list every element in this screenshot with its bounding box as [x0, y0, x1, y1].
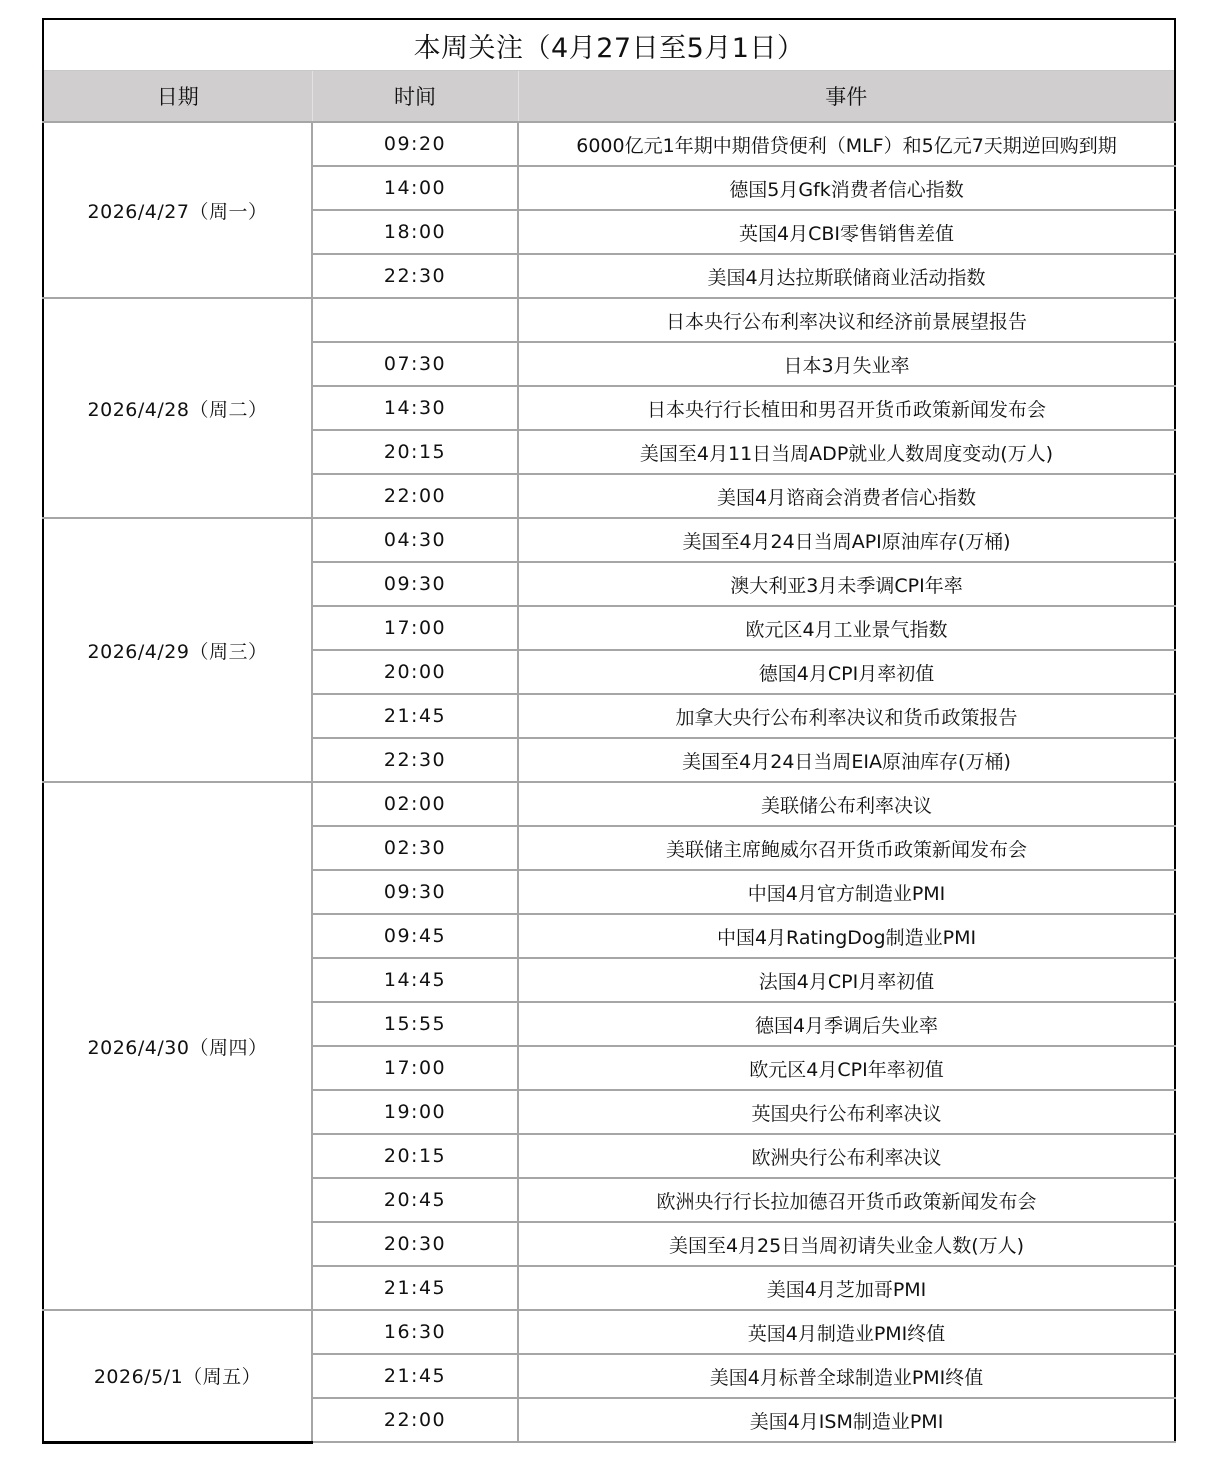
- event-cell: 欧元区4月CPI年率初值: [518, 1046, 1175, 1090]
- time-cell: 22:30: [312, 254, 518, 298]
- event-cell: 美国4月谘商会消费者信心指数: [518, 474, 1175, 518]
- time-cell: 14:45: [312, 958, 518, 1002]
- event-cell: 澳大利亚3月未季调CPI年率: [518, 562, 1175, 606]
- event-cell: 德国4月CPI月率初值: [518, 650, 1175, 694]
- column-header-event: 事件: [518, 71, 1175, 123]
- event-cell: 美国4月达拉斯联储商业活动指数: [518, 254, 1175, 298]
- time-cell: 04:30: [312, 518, 518, 562]
- title-row: [43, 19, 1175, 71]
- event-cell: 欧洲央行公布利率决议: [518, 1134, 1175, 1178]
- column-header-time: 时间: [312, 71, 518, 123]
- time-cell: 21:45: [312, 1266, 518, 1310]
- event-cell: 美国至4月11日当周ADP就业人数周度变动(万人): [518, 430, 1175, 474]
- date-cell: 2026/4/28（周二）: [43, 298, 312, 518]
- time-cell: 09:30: [312, 562, 518, 606]
- time-cell: 16:30: [312, 1310, 518, 1354]
- date-cell: 2026/4/30（周四）: [43, 782, 312, 1310]
- date-cell: 2026/4/29（周三）: [43, 518, 312, 782]
- event-cell: 加拿大央行公布利率决议和货币政策报告: [518, 694, 1175, 738]
- event-cell: 美国4月芝加哥PMI: [518, 1266, 1175, 1310]
- event-cell: 英国央行公布利率决议: [518, 1090, 1175, 1134]
- time-cell: 21:45: [312, 1354, 518, 1398]
- event-cell: 美国4月ISM制造业PMI: [518, 1398, 1175, 1442]
- event-cell: 中国4月官方制造业PMI: [518, 870, 1175, 914]
- time-cell: 20:15: [312, 1134, 518, 1178]
- header-row: [43, 71, 1175, 123]
- table-title: 本周关注（4月27日至5月1日）: [43, 19, 1175, 71]
- event-cell: 6000亿元1年期中期借贷便利（MLF）和5亿元7天期逆回购到期: [518, 122, 1175, 166]
- event-cell: 英国4月制造业PMI终值: [518, 1310, 1175, 1354]
- time-cell: [312, 298, 518, 342]
- time-cell: 09:45: [312, 914, 518, 958]
- event-cell: 欧洲央行行长拉加德召开货币政策新闻发布会: [518, 1178, 1175, 1222]
- date-cell: 2026/5/1（周五）: [43, 1310, 312, 1442]
- time-cell: 09:30: [312, 870, 518, 914]
- table-row: [43, 122, 1175, 166]
- weekly-events-table: [42, 18, 1176, 1444]
- event-cell: 中国4月RatingDog制造业PMI: [518, 914, 1175, 958]
- time-cell: 22:00: [312, 1398, 518, 1442]
- date-cell: 2026/4/27（周一）: [43, 122, 312, 298]
- event-cell: 美联储主席鲍威尔召开货币政策新闻发布会: [518, 826, 1175, 870]
- event-cell: 日本央行行长植田和男召开货币政策新闻发布会: [518, 386, 1175, 430]
- event-cell: 法国4月CPI月率初值: [518, 958, 1175, 1002]
- event-cell: 美国至4月24日当周EIA原油库存(万桶): [518, 738, 1175, 782]
- time-cell: 18:00: [312, 210, 518, 254]
- time-cell: 02:30: [312, 826, 518, 870]
- time-cell: 02:00: [312, 782, 518, 826]
- event-cell: 日本央行公布利率决议和经济前景展望报告: [518, 298, 1175, 342]
- time-cell: 22:30: [312, 738, 518, 782]
- event-cell: 英国4月CBI零售销售差值: [518, 210, 1175, 254]
- time-cell: 19:00: [312, 1090, 518, 1134]
- time-cell: 17:00: [312, 1046, 518, 1090]
- time-cell: 14:00: [312, 166, 518, 210]
- time-cell: 20:45: [312, 1178, 518, 1222]
- event-cell: 德国5月Gfk消费者信心指数: [518, 166, 1175, 210]
- time-cell: 20:00: [312, 650, 518, 694]
- time-cell: 20:15: [312, 430, 518, 474]
- event-cell: 美联储公布利率决议: [518, 782, 1175, 826]
- event-cell: 美国至4月24日当周API原油库存(万桶): [518, 518, 1175, 562]
- table-row: [43, 782, 1175, 826]
- time-cell: 15:55: [312, 1002, 518, 1046]
- table-row: [43, 518, 1175, 562]
- event-cell: 美国至4月25日当周初请失业金人数(万人): [518, 1222, 1175, 1266]
- event-cell: 德国4月季调后失业率: [518, 1002, 1175, 1046]
- column-header-date: 日期: [43, 71, 312, 123]
- table-row: [43, 1310, 1175, 1354]
- time-cell: 21:45: [312, 694, 518, 738]
- weekly-calendar-sheet: [42, 18, 1174, 1444]
- time-cell: 17:00: [312, 606, 518, 650]
- event-cell: 美国4月标普全球制造业PMI终值: [518, 1354, 1175, 1398]
- event-cell: 日本3月失业率: [518, 342, 1175, 386]
- event-cell: 欧元区4月工业景气指数: [518, 606, 1175, 650]
- time-cell: 14:30: [312, 386, 518, 430]
- time-cell: 20:30: [312, 1222, 518, 1266]
- table-row: [43, 298, 1175, 342]
- table-body: [43, 122, 1175, 1442]
- time-cell: 07:30: [312, 342, 518, 386]
- time-cell: 22:00: [312, 474, 518, 518]
- time-cell: 09:20: [312, 122, 518, 166]
